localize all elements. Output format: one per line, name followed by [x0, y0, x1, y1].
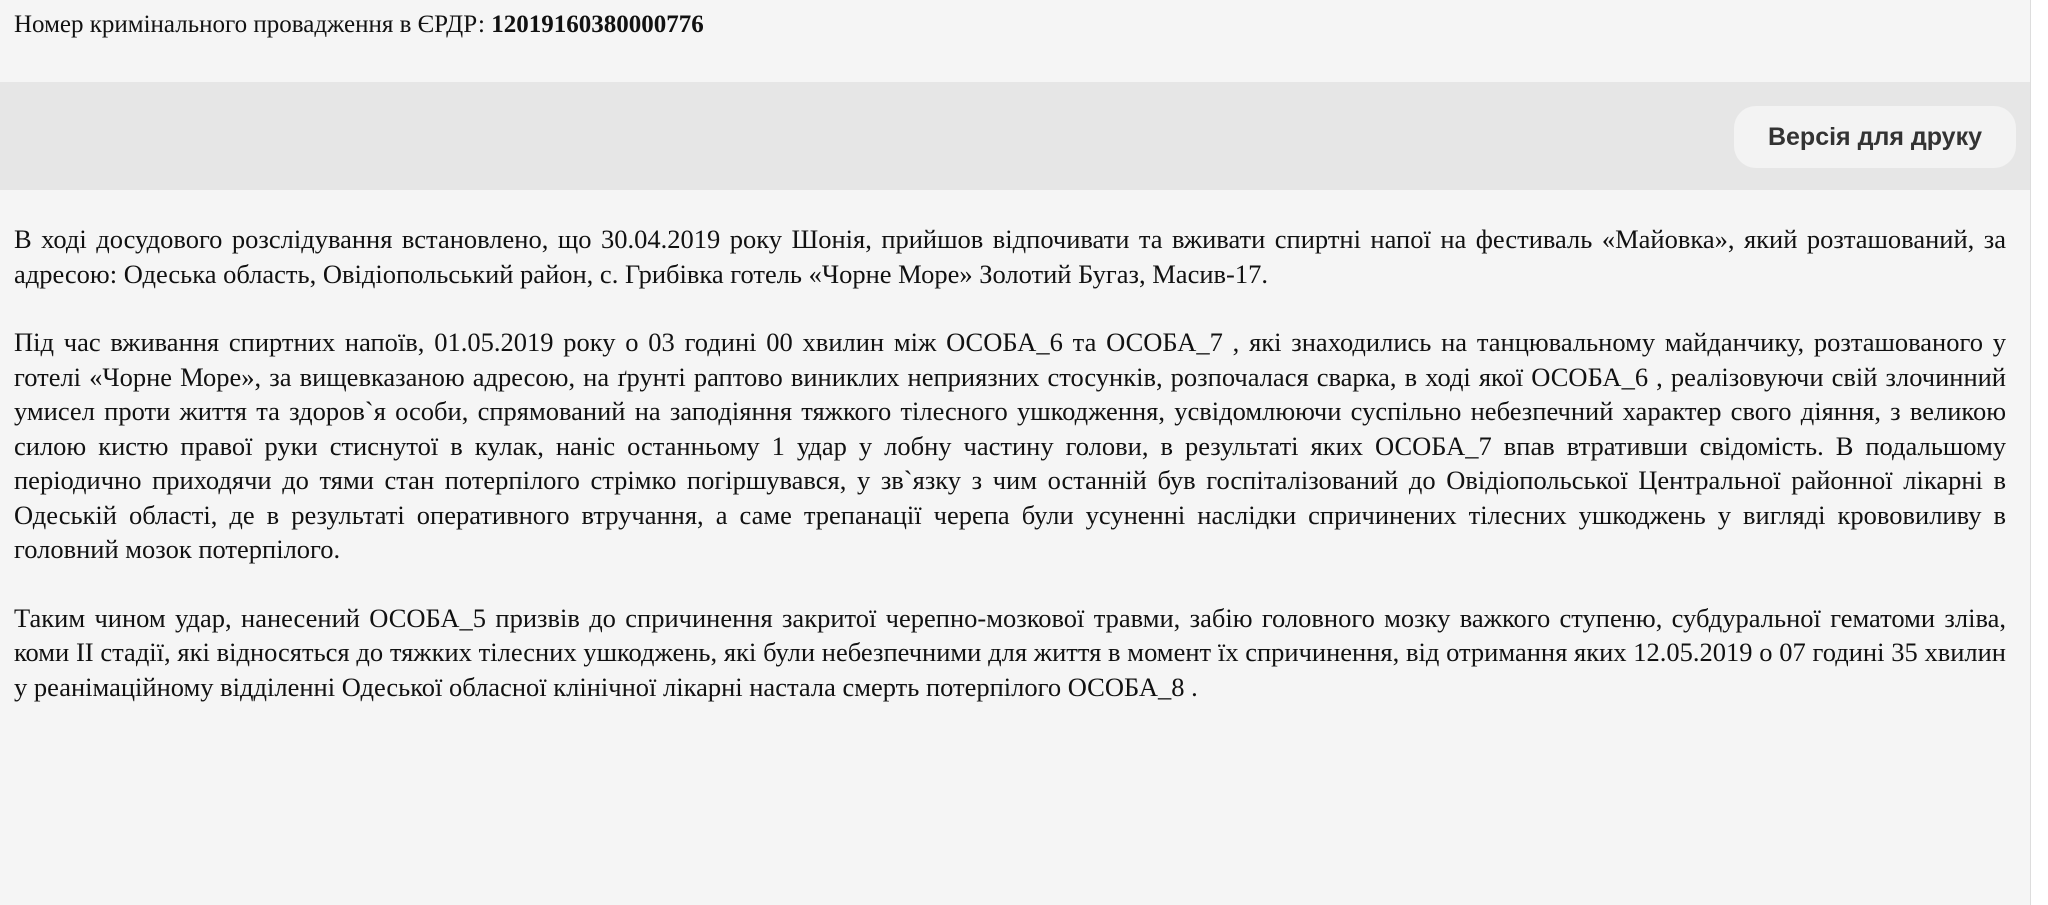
case-header [0, 0, 2030, 80]
case-number-label: Номер кримінального провадження в ЄРДР: [14, 11, 485, 38]
paragraph: В ході досудового розслідування встановлено, що 30.04.2019 року Шонія, прийшов відпочивати та вживати спиртні напої на фестиваль «Майовка», який розташований, за адресою: Одеська область, Овідіопольський район, с. Грибівка готель «Чорне Море» Золотий Бугаз, Масив-17. [14, 224, 2006, 289]
case-number-value: 12019160380000776 [491, 11, 704, 38]
scrollbar[interactable] [2030, 0, 2048, 905]
document-text [14, 222, 2006, 738]
paragraph: Таким чином удар, нанесений ОСОБА_5 призвів до спричинення закритої черепно-мозкової травми, забію головного мозку важкого ступеню, субдуральної гематоми зліва, коми ІІ стадії, які відносяться до тяжких тілесних ушкоджень, які були небезпечними для життя в момент їх спричинення, від отримання яких 12.05.2019 о 07 годині 35 хвилин у реанімаційному відділенні Одеської обласної клінічної лікарні настала смерть потерпілого ОСОБА_8 . [14, 602, 2006, 702]
case-number-line [14, 10, 704, 40]
paragraph: Під час вживання спиртних напоїв, 01.05.2019 року о 03 годині 00 хвилин між ОСОБА_6 та ОСОБА_7 , які знаходились на танцювальному майданчику, розташованого у готелі «Чорне Море», за вищевказаною адресою, на ґрунті раптово виниклих неприязних стосунків, розпочалася сварка, в ході якої ОСОБА_6 , реалізовуючи свій злочинний умисел проти життя та здоров`я особи, спрямований на заподіяння тяжкого тілесного ушкодження, усвідомлюючи суспільно небезпечний характер свого діяння, з великою силою кистю правої руки стиснутої в кулак, наніс останньому 1 удар у лобну частину голови, в результаті яких ОСОБА_7 впав втративши свідомість. В подальшому періодично приходячи до тями стан потерпілого стрімко погіршувався, у зв`язку з чим останній був госпіталізований до Овідіопольської Центральної районної лікарні в Одеській області, де в результаті оперативного втручання, а саме трепанації черепа були усуненні наслідки спричинених тілесних ушкоджень у вигляді крововиливу в головний мозок потерпілого. [14, 327, 2006, 564]
toolbar [0, 82, 2030, 190]
print-version-button[interactable]: Версія для друку [1734, 106, 2016, 168]
